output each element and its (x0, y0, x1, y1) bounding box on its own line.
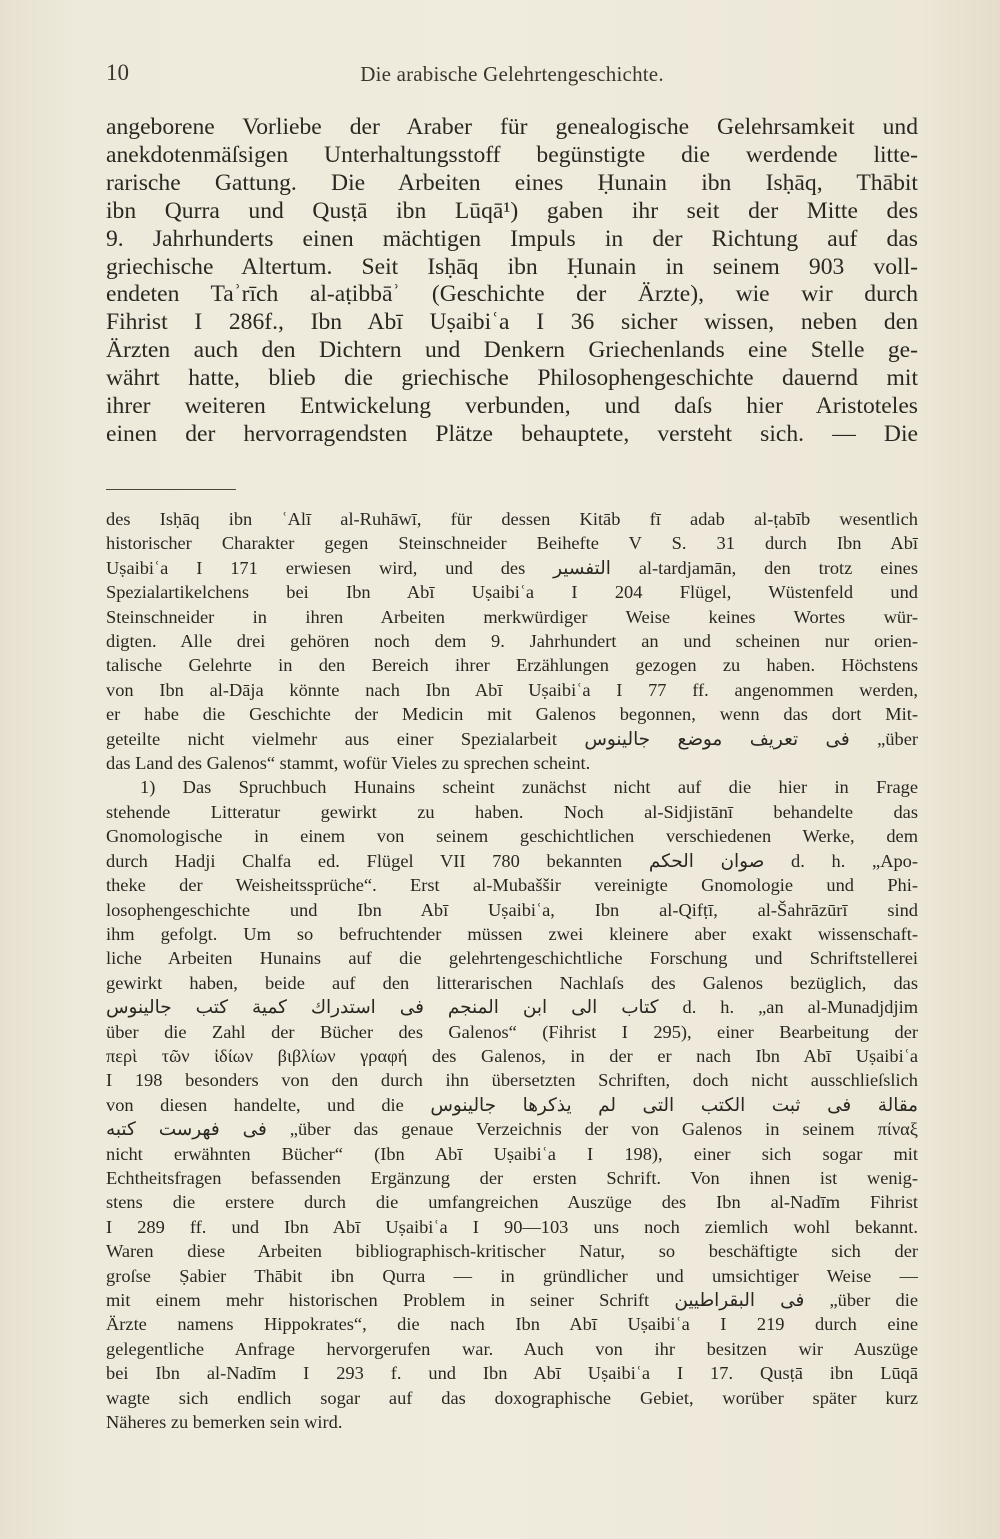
footnote-line: stehende Litteratur gewirkt zu haben. Noch al-Sidjistānī behandelte das (106, 801, 918, 822)
footnote-line: ihm gefolgt. Um so befruchtender müssen zwei kleinere aber exakt wissenschaft- (106, 923, 918, 944)
body-line: anekdotenmäſsigen Unterhaltungsstoff begünstigte die werdende litte- (106, 141, 918, 168)
main-text (106, 114, 918, 449)
footnote-line: groſse Ṣabier Thābit ibn Qurra — in gründlicher und umsichtiger Weise — (106, 1265, 918, 1286)
footnote-line: über die Zahl der Bücher des Galenos“ (Fihrist I 295), einer Bearbeitung der (106, 1021, 918, 1042)
footnote-line: des Isḥāq ibn ʿAlī al-Ruhāwī, für dessen Kitāb fī adab al-ṭabīb wesentlich (106, 509, 918, 529)
footnote-line: gewirkt haben, beide auf den litterarischen Nachlaſs des Galenos bezüglich, das (106, 972, 918, 993)
body-line: Fihrist I 286f., Ibn Abī Uṣaibiʿa I 36 sicher wissen, neben den (106, 309, 918, 336)
footnote-line: Spezialartikelchens bei Ibn Abī Uṣaibiʿa I 204 Flügel, Wüstenfeld und (106, 582, 918, 603)
body-line: 9. Jahrhunderts einen mächtigen Impuls in der Richtung auf das (106, 225, 918, 252)
footnote-line: liche Arbeiten Hunains auf die gelehrtengeschichtliche Forschung und Schriftstellerei (106, 948, 918, 969)
footnote-line: talische Gelehrte in den Bereich ihrer Erzählungen gezogen zu haben. Höchstens (106, 655, 918, 676)
footnote-line: das Land des Galenos“ stammt, wofür Vieles zu sprechen scheint. (106, 753, 591, 774)
footnote-line: فى فهرست كتبه „über das genaue Verzeichnis der von Galenos in seinem πίναξ (106, 1119, 918, 1140)
footnote-line: losophengeschichte und Ibn Abī Uṣaibiʿa, Ibn al-Qifṭī, al-Šahrāzūrī sind (106, 899, 918, 920)
body-line: rarische Gattung. Die Arbeiten eines Ḥunain ibn Isḥāq, Thābit (106, 169, 918, 196)
footnote-line: Uṣaibiʿa I 171 erwiesen wird, und des التفسير al-tardjamān, den trotz eines (106, 557, 918, 578)
footnote-line: mit einem mehr historischen Problem in seiner Schrift فى البقراطيين „über die (106, 1290, 918, 1310)
footnote-line: Gnomologische in einem von seinem geschichtlichen verschiedenen Werke, dem (106, 826, 918, 847)
footnote-divider (106, 489, 236, 490)
footnote-line: 1) Das Spruchbuch Hunains scheint zunächst nicht auf die hier in Frage (140, 777, 918, 798)
footnote-line: geteilte nicht vielmehr aus einer Spezialarbeit فى تعريف موضع جالينوس „über (106, 728, 918, 749)
body-line: endeten Taʾrīch al-aṭibbāʾ (Geschichte der Ärzte), wie wir durch (106, 281, 918, 308)
body-line: ihrer weiteren Entwickelung verbunden, und daſs hier Aristoteles (106, 393, 918, 420)
footnote-line: digten. Alle drei gehören noch dem 9. Jahrhundert an und scheinen nur orien- (106, 631, 918, 652)
footnote-line: I 289 ff. und Ibn Abī Uṣaibiʿa I 90—103 uns noch ziemlich wohl bekannt. (106, 1216, 918, 1237)
footnote-line: er habe die Geschichte der Medicin mit Galenos begonnen, wenn das dort Mit- (106, 704, 918, 725)
footnote-line: Steinschneider in ihren Arbeiten merkwürdiger Weise keines Wortes wür- (106, 606, 918, 627)
running-head (106, 60, 918, 100)
page-number: 10 (106, 60, 129, 85)
body-line: währt hatte, blieb die griechische Philosophengeschichte dauernd mit (106, 365, 918, 392)
body-line: angeborene Vorliebe der Araber für genealogische Gelehrsamkeit und (106, 114, 918, 140)
footnote-line: gelegentliche Anfrage hervorgerufen war. Auch von ihr besitzen wir Auszüge (106, 1338, 918, 1359)
body-line: griechische Altertum. Seit Isḥāq ibn Ḥunain in seinem 903 voll- (106, 253, 918, 280)
footnote-line: bei Ibn al-Nadīm I 293 f. und Ibn Abī Uṣaibiʿa I 17. Qusṭā ibn Lūqā (106, 1363, 918, 1384)
footnote-line: von diesen handelte, und die مقالة فى ثبت الكتب التى لم يذكرها جالينوس (106, 1094, 918, 1115)
footnote-line: historischer Charakter gegen Steinschneider Beihefte V S. 31 durch Ibn Abī (106, 533, 918, 554)
body-line: ibn Qurra und Qusṭā ibn Lūqā¹) gaben ihr seit der Mitte des (106, 197, 918, 224)
footnote-line: περὶ τῶν ἰδίων βιβλίων γραφή des Galenos, in der er nach Ibn Abī Uṣaibiʿa (106, 1045, 918, 1066)
body-line: Ärzten auch den Dichtern und Denkern Griechenlands eine Stelle ge- (106, 337, 918, 364)
footnote-line: كتاب الى ابن المنجم فى استدراك كمية كتب جالينوس d. h. „an al-Munadjdjim (106, 997, 918, 1018)
footnotes (106, 507, 918, 1434)
footnote-line: Echtheitsfragen befassenden Ergänzung der ersten Schrift. Von ihnen ist wenig- (106, 1167, 918, 1188)
running-title: Die arabische Gelehrtengeschichte. (360, 62, 664, 86)
footnote-line: stens die erstere durch die umfangreichen Auszüge des Ibn al-Nadīm Fihrist (106, 1192, 918, 1213)
footnote-line: wagte sich endlich sogar auf das doxographische Gebiet, worüber später kurz (106, 1387, 918, 1408)
footnote-line: nicht erwähnten Bücher“ (Ibn Abī Uṣaibiʿa I 198), einer sich sogar mit (106, 1143, 918, 1164)
footnote-line: durch Hadji Chalfa ed. Flügel VII 780 bekannten صوان الحكم d. h. „Apo- (106, 850, 918, 871)
footnote-line: Näheres zu bemerken sein wird. (106, 1412, 343, 1433)
footnote-line: Ärzte namens Hippokrates“, die nach Ibn Abī Uṣaibiʿa I 219 durch eine (106, 1314, 918, 1335)
footnote-line: Waren diese Arbeiten bibliographisch-kritischer Natur, so beschäftigte sich der (106, 1241, 918, 1262)
footnote-line: I 198 besonders von den durch ihn übersetzten Schriften, doch nicht ausschlieſslich (106, 1070, 918, 1091)
footnote-line: von Ibn al-Dāja könnte nach Ibn Abī Uṣaibiʿa I 77 ff. angenommen werden, (106, 679, 918, 700)
footnote-line: theke der Weisheitssprüche“. Erst al-Mubaššir vereinigte Gnomologie und Phi- (106, 875, 918, 896)
body-line: einen der hervorragendsten Plätze behauptete, versteht sich. — Die (106, 420, 918, 447)
